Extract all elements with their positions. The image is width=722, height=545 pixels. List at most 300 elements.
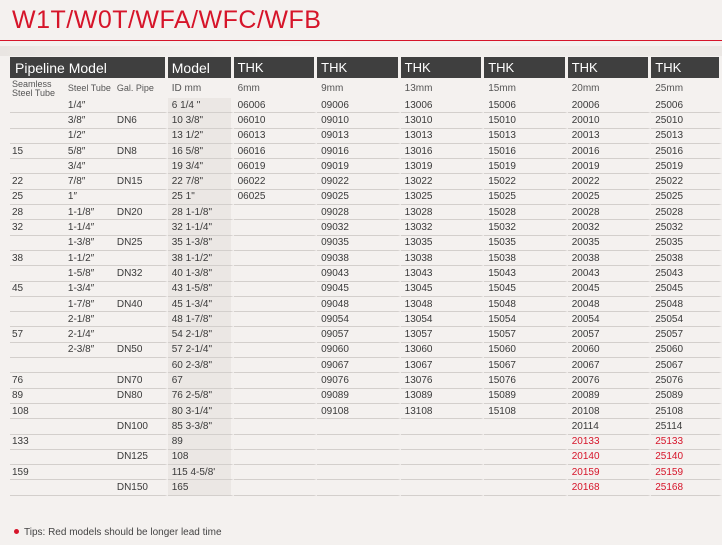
seamless-steel-tube-cell: 89 (10, 389, 62, 404)
thk-model-cell: 20022 (568, 174, 652, 189)
thk-model-cell: 25032 (651, 220, 722, 235)
thk-model-cell: 13019 (401, 159, 485, 174)
model-id-cell: 10 3/8" (168, 113, 234, 128)
seamless-steel-tube-cell: 76 (10, 373, 62, 388)
gal-pipe-cell: DN150 (113, 480, 168, 495)
gal-pipe-cell (113, 435, 168, 450)
seamless-steel-tube-cell (10, 113, 62, 128)
seamless-steel-tube-cell (10, 297, 62, 312)
thk-model-cell (401, 435, 485, 450)
thk-model-cell (317, 419, 401, 434)
thk-model-cell: 25010 (651, 113, 722, 128)
seamless-steel-tube-cell: 22 (10, 174, 62, 189)
thk-model-cell: 06010 (234, 113, 318, 128)
seamless-steel-tube-cell: 45 (10, 282, 62, 297)
table-row (10, 373, 722, 388)
thk-model-cell (401, 419, 485, 434)
table-row (10, 251, 722, 266)
thk-header: THK (484, 57, 568, 78)
thk-model-cell: 25067 (651, 358, 722, 373)
thk-model-cell: 09028 (317, 205, 401, 220)
model-id-cell: 45 1-3/4" (168, 297, 234, 312)
gal-pipe-cell: DN125 (113, 450, 168, 465)
thk-model-cell: 25043 (651, 266, 722, 281)
thk-model-cell: 13028 (401, 205, 485, 220)
gal-pipe-cell: DN25 (113, 236, 168, 251)
thk-model-cell: 09013 (317, 129, 401, 144)
thk-model-cell (234, 480, 318, 495)
table-row (10, 220, 722, 235)
table-header-row (10, 57, 722, 78)
steel-tube-cell: 2-1/4″ (62, 327, 113, 342)
model-id-cell: 25 1" (168, 190, 234, 205)
thk-model-cell (234, 266, 318, 281)
gal-pipe-cell: DN100 (113, 419, 168, 434)
thk-model-cell: 13076 (401, 373, 485, 388)
thk-model-cell: 09016 (317, 144, 401, 159)
thk-model-cell: 20043 (568, 266, 652, 281)
model-id-cell: 60 2-3/8" (168, 358, 234, 373)
model-id-cell: 48 1-7/8" (168, 312, 234, 327)
seamless-steel-tube-label: Seamless Steel Tube (12, 79, 56, 98)
table-row (10, 144, 722, 159)
page-title: W1T/W0T/WFA/WFC/WFB (12, 6, 322, 34)
steel-tube-cell (62, 465, 113, 480)
size-label: 25mm (651, 78, 722, 98)
steel-tube-cell (62, 435, 113, 450)
thk-model-cell: 13022 (401, 174, 485, 189)
steel-tube-cell: 1/2″ (62, 129, 113, 144)
thk-model-cell: 15032 (484, 220, 568, 235)
thk-model-cell: 13067 (401, 358, 485, 373)
steel-tube-cell: 1-1/2″ (62, 251, 113, 266)
table-row (10, 480, 722, 495)
thk-model-cell: 15076 (484, 373, 568, 388)
seamless-steel-tube-cell (10, 98, 62, 113)
thk-model-cell (401, 465, 485, 480)
table-row (10, 404, 722, 419)
thk-model-cell: 15022 (484, 174, 568, 189)
seamless-steel-tube-cell (10, 129, 62, 144)
thk-model-cell: 15019 (484, 159, 568, 174)
thk-model-cell: 25076 (651, 373, 722, 388)
thk-model-cell (234, 404, 318, 419)
seamless-steel-tube-cell (10, 343, 62, 358)
gal-pipe-cell: DN50 (113, 343, 168, 358)
seamless-steel-tube-cell: 133 (10, 435, 62, 450)
thk-model-cell: 09045 (317, 282, 401, 297)
thk-model-cell: 13025 (401, 190, 485, 205)
table-row (10, 327, 722, 342)
thk-model-cell: 20076 (568, 373, 652, 388)
thk-model-cell: 06019 (234, 159, 318, 174)
thk-model-cell: 13089 (401, 389, 485, 404)
thk-model-cell: 09032 (317, 220, 401, 235)
thk-model-cell: 25035 (651, 236, 722, 251)
seamless-steel-tube-cell (10, 159, 62, 174)
table-row (10, 236, 722, 251)
thk-model-cell: 09019 (317, 159, 401, 174)
thk-model-cell: 06006 (234, 98, 318, 113)
thk-model-cell (234, 450, 318, 465)
thk-model-cell: 20016 (568, 144, 652, 159)
thk-model-cell: 25006 (651, 98, 722, 113)
thk-model-cell: 25022 (651, 174, 722, 189)
seamless-steel-tube-cell: 15 (10, 144, 62, 159)
model-id-cell: 16 5/8" (168, 144, 234, 159)
table-subheader-row (10, 78, 722, 98)
seamless-steel-tube-cell (10, 358, 62, 373)
gal-pipe-cell: DN20 (113, 205, 168, 220)
thk-model-cell: 20168 (568, 480, 652, 495)
table-row (10, 358, 722, 373)
steel-tube-cell: 7/8″ (62, 174, 113, 189)
thk-model-cell: 15089 (484, 389, 568, 404)
model-id-cell: 115 4-5/8' (168, 465, 234, 480)
thk-model-cell (234, 373, 318, 388)
model-id-cell: 35 1-3/8" (168, 236, 234, 251)
gal-pipe-cell (113, 220, 168, 235)
thk-model-cell: 09010 (317, 113, 401, 128)
steel-tube-cell: 2-1/8″ (62, 312, 113, 327)
size-label: 20mm (568, 78, 652, 98)
thk-model-cell (234, 358, 318, 373)
model-id-cell: 19 3/4" (168, 159, 234, 174)
gal-pipe-cell (113, 282, 168, 297)
gal-pipe-cell: DN70 (113, 373, 168, 388)
steel-tube-cell (62, 373, 113, 388)
thk-model-cell: 15048 (484, 297, 568, 312)
table-row (10, 465, 722, 480)
thk-model-cell: 20108 (568, 404, 652, 419)
thk-model-cell (234, 236, 318, 251)
thk-model-cell (234, 312, 318, 327)
thk-model-cell (234, 343, 318, 358)
thk-model-cell: 13010 (401, 113, 485, 128)
table-row (10, 129, 722, 144)
model-id-cell: 67 (168, 373, 234, 388)
thk-model-cell: 20089 (568, 389, 652, 404)
thk-model-cell: 20067 (568, 358, 652, 373)
steel-tube-cell: 5/8″ (62, 144, 113, 159)
thk-model-cell (234, 435, 318, 450)
thk-model-cell: 15035 (484, 236, 568, 251)
thk-model-cell (484, 419, 568, 434)
model-id-cell: 22 7/8" (168, 174, 234, 189)
thk-model-cell: 25038 (651, 251, 722, 266)
model-id-cell: 6 1/4 " (168, 98, 234, 113)
thk-model-cell: 20045 (568, 282, 652, 297)
size-label: 9mm (317, 78, 401, 98)
thk-header: THK (651, 57, 722, 78)
thk-header: THK (568, 57, 652, 78)
thk-model-cell: 20159 (568, 465, 652, 480)
gal-pipe-cell: DN80 (113, 389, 168, 404)
thk-model-cell: 15043 (484, 266, 568, 281)
table-row (10, 159, 722, 174)
thk-model-cell (317, 480, 401, 495)
steel-tube-cell (62, 358, 113, 373)
seamless-steel-tube-cell (10, 236, 62, 251)
thk-model-cell (484, 435, 568, 450)
thk-model-cell: 09060 (317, 343, 401, 358)
gal-pipe-cell (113, 312, 168, 327)
table-row (10, 435, 722, 450)
thk-model-cell: 20006 (568, 98, 652, 113)
thk-model-cell: 09022 (317, 174, 401, 189)
steel-tube-cell: 3/8″ (62, 113, 113, 128)
thk-model-cell: 09035 (317, 236, 401, 251)
tips-text: Tips: Red models should be longer lead time (24, 527, 222, 538)
steel-tube-cell: 1″ (62, 190, 113, 205)
title-divider (0, 40, 722, 41)
thk-model-cell: 15067 (484, 358, 568, 373)
thk-model-cell: 09043 (317, 266, 401, 281)
thk-model-cell: 06016 (234, 144, 318, 159)
model-id-cell: 80 3-1/4" (168, 404, 234, 419)
thk-model-cell: 25133 (651, 435, 722, 450)
thk-model-cell: 13013 (401, 129, 485, 144)
seamless-steel-tube-cell (10, 480, 62, 495)
id-mm-label: ID mm (168, 78, 234, 98)
thk-model-cell: 25048 (651, 297, 722, 312)
model-table (10, 57, 722, 496)
pipeline-model-header: Pipeline Model (10, 57, 168, 78)
thk-model-cell (317, 465, 401, 480)
seamless-steel-tube-cell (10, 419, 62, 434)
thk-model-cell: 25060 (651, 343, 722, 358)
thk-model-cell (317, 435, 401, 450)
thk-model-cell: 25168 (651, 480, 722, 495)
thk-model-cell (234, 220, 318, 235)
model-id-cell: 85 3-3/8" (168, 419, 234, 434)
thk-model-cell (234, 419, 318, 434)
thk-model-cell: 15108 (484, 404, 568, 419)
thk-header: THK (317, 57, 401, 78)
thk-model-cell (234, 297, 318, 312)
table-row (10, 174, 722, 189)
table-row (10, 297, 722, 312)
thk-model-cell: 25054 (651, 312, 722, 327)
table-row (10, 343, 722, 358)
model-id-cell: 108 (168, 450, 234, 465)
table-row (10, 98, 722, 113)
seamless-steel-tube-cell: 25 (10, 190, 62, 205)
gal-pipe-cell (113, 358, 168, 373)
model-id-cell: 38 1-1/2" (168, 251, 234, 266)
model-id-cell: 57 2-1/4" (168, 343, 234, 358)
thk-model-cell: 09108 (317, 404, 401, 419)
model-id-cell: 89 (168, 435, 234, 450)
table-row (10, 190, 722, 205)
table-row (10, 389, 722, 404)
thk-model-cell: 09006 (317, 98, 401, 113)
size-label: 15mm (484, 78, 568, 98)
thk-model-cell: 09048 (317, 297, 401, 312)
gal-pipe-cell (113, 98, 168, 113)
size-label: 13mm (401, 78, 485, 98)
thk-model-cell: 15057 (484, 327, 568, 342)
thk-model-cell (234, 465, 318, 480)
thk-model-cell: 13035 (401, 236, 485, 251)
gal-pipe-cell (113, 251, 168, 266)
model-id-cell: 40 1-3/8" (168, 266, 234, 281)
gal-pipe-cell: DN40 (113, 297, 168, 312)
thk-model-cell: 20013 (568, 129, 652, 144)
model-id-cell: 54 2-1/8" (168, 327, 234, 342)
thk-model-cell: 20025 (568, 190, 652, 205)
thk-model-cell: 13006 (401, 98, 485, 113)
thk-model-cell: 15006 (484, 98, 568, 113)
thk-model-cell: 25045 (651, 282, 722, 297)
model-id-cell: 13 1/2" (168, 129, 234, 144)
tips-note (14, 527, 222, 538)
thk-model-cell: 09025 (317, 190, 401, 205)
steel-tube-cell: 1-5/8″ (62, 266, 113, 281)
thk-model-cell: 20060 (568, 343, 652, 358)
model-id-cell: 43 1-5/8" (168, 282, 234, 297)
thk-model-cell (234, 327, 318, 342)
gal-pipe-cell: DN8 (113, 144, 168, 159)
thk-model-cell: 09038 (317, 251, 401, 266)
model-id-cell: 28 1-1/8" (168, 205, 234, 220)
seamless-steel-tube-cell: 38 (10, 251, 62, 266)
steel-tube-cell: 1-7/8″ (62, 297, 113, 312)
thk-model-cell: 13108 (401, 404, 485, 419)
thk-model-cell: 20032 (568, 220, 652, 235)
thk-model-cell (234, 205, 318, 220)
thk-model-cell: 13016 (401, 144, 485, 159)
thk-model-cell: 20114 (568, 419, 652, 434)
thk-model-cell: 25108 (651, 404, 722, 419)
model-id-cell: 32 1-1/4" (168, 220, 234, 235)
table-row (10, 419, 722, 434)
table-row (10, 312, 722, 327)
thk-model-cell (317, 450, 401, 465)
thk-model-cell: 20140 (568, 450, 652, 465)
gal-pipe-cell (113, 327, 168, 342)
thk-model-cell: 15038 (484, 251, 568, 266)
thk-model-cell (401, 480, 485, 495)
thk-model-cell: 09067 (317, 358, 401, 373)
thk-model-cell (484, 465, 568, 480)
thk-model-cell: 13054 (401, 312, 485, 327)
thk-model-cell: 15045 (484, 282, 568, 297)
table-row (10, 450, 722, 465)
thk-model-cell: 20019 (568, 159, 652, 174)
thk-model-cell: 25016 (651, 144, 722, 159)
model-header: Model (168, 57, 234, 78)
thk-model-cell (401, 450, 485, 465)
thk-model-cell: 15016 (484, 144, 568, 159)
thk-model-cell: 06013 (234, 129, 318, 144)
seamless-steel-tube-cell: 57 (10, 327, 62, 342)
thk-model-cell: 25028 (651, 205, 722, 220)
table-row (10, 205, 722, 220)
thk-model-cell: 13057 (401, 327, 485, 342)
seamless-steel-tube-cell (10, 266, 62, 281)
gal-pipe-label: Gal. Pipe (113, 78, 168, 98)
seamless-steel-tube-cell (10, 312, 62, 327)
steel-tube-cell: 1-3/8″ (62, 236, 113, 251)
thk-model-cell: 25159 (651, 465, 722, 480)
thk-model-cell: 20057 (568, 327, 652, 342)
seamless-steel-tube-cell: 159 (10, 465, 62, 480)
steel-tube-cell (62, 480, 113, 495)
gal-pipe-cell (113, 190, 168, 205)
thk-model-cell (234, 251, 318, 266)
table-row (10, 282, 722, 297)
thk-model-cell: 15060 (484, 343, 568, 358)
gal-pipe-cell (113, 129, 168, 144)
thk-model-cell: 15013 (484, 129, 568, 144)
gal-pipe-cell (113, 404, 168, 419)
table-row (10, 113, 722, 128)
thk-model-cell (234, 282, 318, 297)
steel-tube-cell: 2-3/8″ (62, 343, 113, 358)
thk-model-cell: 25025 (651, 190, 722, 205)
thk-model-cell: 20048 (568, 297, 652, 312)
thk-model-cell: 20054 (568, 312, 652, 327)
bullet-icon (14, 529, 19, 534)
thk-model-cell: 09057 (317, 327, 401, 342)
thk-model-cell: 09054 (317, 312, 401, 327)
thk-model-cell: 20038 (568, 251, 652, 266)
thk-model-cell: 20133 (568, 435, 652, 450)
seamless-steel-tube-cell (10, 450, 62, 465)
thk-model-cell: 06022 (234, 174, 318, 189)
steel-tube-cell (62, 419, 113, 434)
table-row (10, 266, 722, 281)
thk-model-cell: 13060 (401, 343, 485, 358)
thk-model-cell: 25089 (651, 389, 722, 404)
steel-tube-label: Steel Tube (67, 82, 111, 93)
thk-model-cell: 09076 (317, 373, 401, 388)
thk-model-cell: 15054 (484, 312, 568, 327)
thk-model-cell: 20010 (568, 113, 652, 128)
thk-model-cell: 09089 (317, 389, 401, 404)
thk-model-cell: 20035 (568, 236, 652, 251)
model-id-cell: 165 (168, 480, 234, 495)
steel-tube-cell: 1-1/8″ (62, 205, 113, 220)
thk-model-cell: 13048 (401, 297, 485, 312)
thk-model-cell (234, 389, 318, 404)
steel-tube-cell: 1-3/4″ (62, 282, 113, 297)
seamless-steel-tube-cell: 32 (10, 220, 62, 235)
thk-model-cell: 20028 (568, 205, 652, 220)
thk-model-cell: 06025 (234, 190, 318, 205)
thk-model-cell: 13032 (401, 220, 485, 235)
thk-model-cell: 15028 (484, 205, 568, 220)
thk-model-cell (484, 480, 568, 495)
thk-model-cell: 15025 (484, 190, 568, 205)
gal-pipe-cell: DN32 (113, 266, 168, 281)
steel-tube-cell (62, 450, 113, 465)
seamless-steel-tube-cell: 28 (10, 205, 62, 220)
decorative-band (0, 46, 722, 56)
seamless-steel-tube-cell: 108 (10, 404, 62, 419)
thk-model-cell: 25114 (651, 419, 722, 434)
thk-model-cell: 13043 (401, 266, 485, 281)
steel-tube-cell: 1/4″ (62, 98, 113, 113)
thk-header: THK (401, 57, 485, 78)
model-id-cell: 76 2-5/8" (168, 389, 234, 404)
thk-model-cell: 13045 (401, 282, 485, 297)
thk-model-cell: 13038 (401, 251, 485, 266)
thk-model-cell: 15010 (484, 113, 568, 128)
steel-tube-cell (62, 404, 113, 419)
steel-tube-cell: 3/4″ (62, 159, 113, 174)
